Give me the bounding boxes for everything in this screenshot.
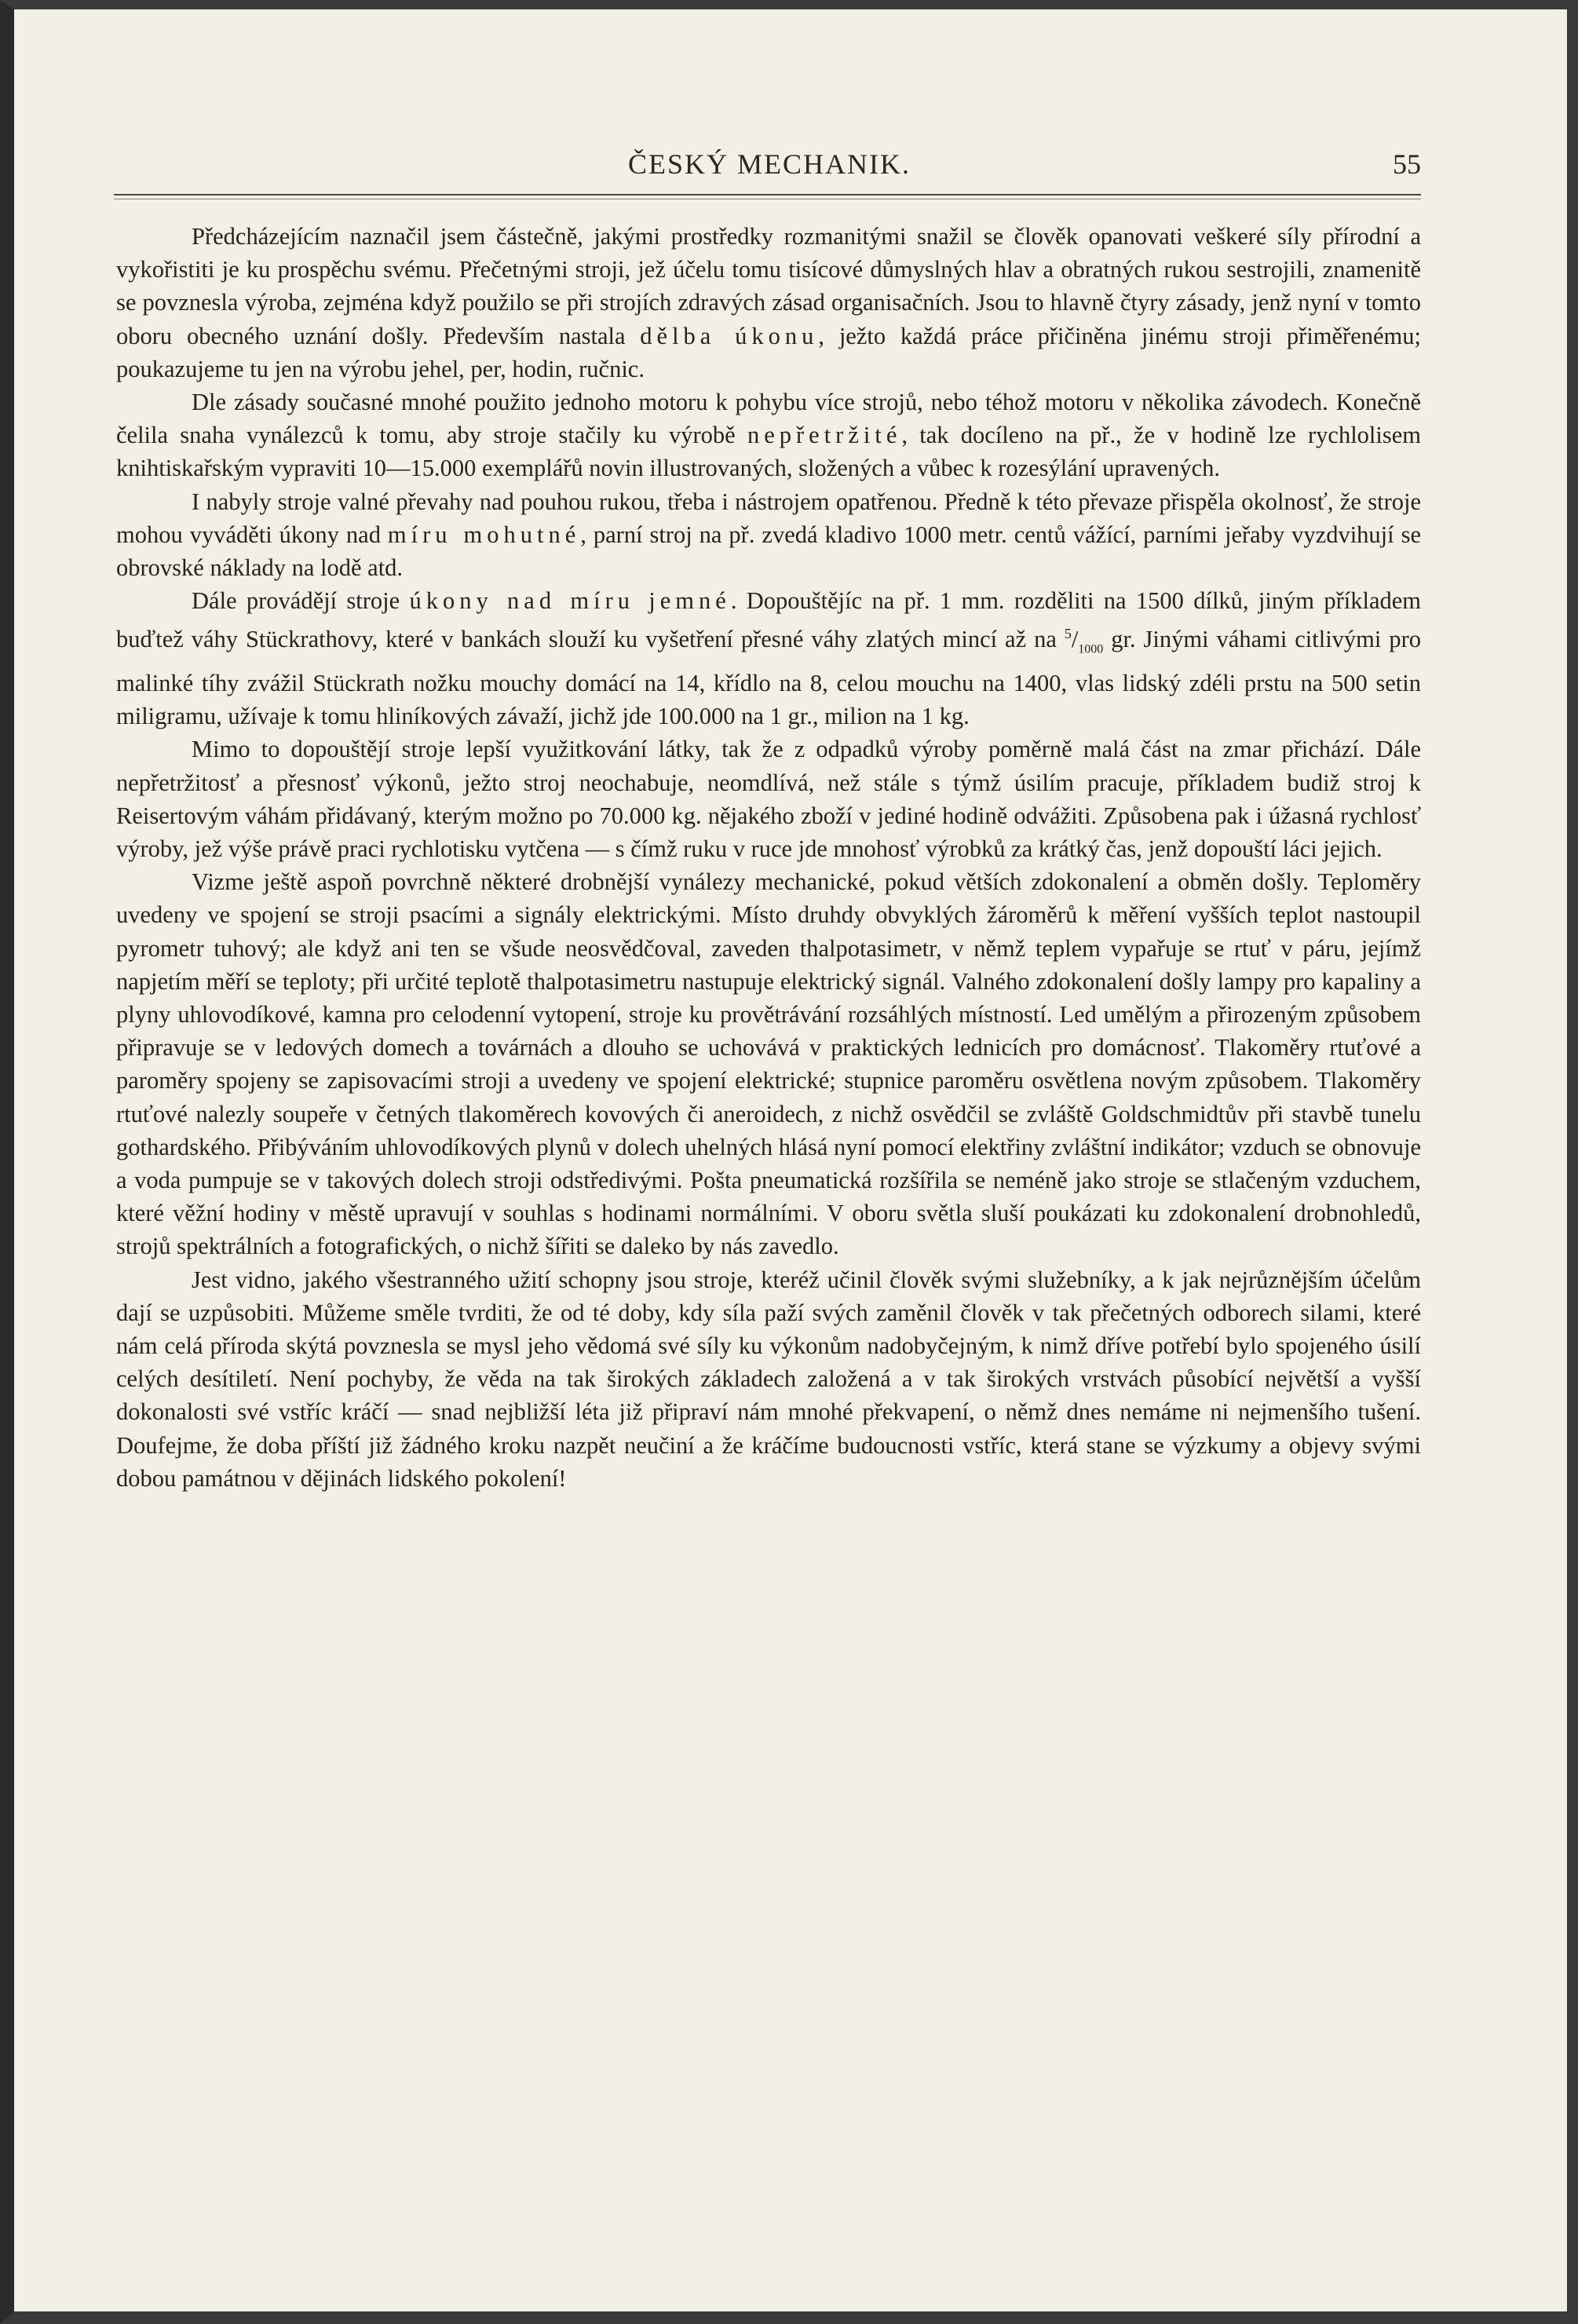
paragraph-text: Vizme ještě aspoň povrchně některé drobnější vynálezy mechanické, pokud větších zdokonalení a obměn došly. Teploměry uvedeny ve spojení se stroji psacími a signály elektrickými. Místo druhdy obvyklých žároměrů k měření vyšších teplot nastoupil pyrometr tuhový; ale když ani ten se všude neosvědčoval, zaveden thalpotasimetr, v němž teplem vypařuje se rtuť v páru, jejímž napjetím měří se teploty; při určité teplotě thalpotasimetru nastupuje elektrický signál. Valného zdokonalení došly lampy pro kapaliny a plyny uhlovodíkové, kamna pro celodenní vytopení, stroje ku provětrávání rozsáhlých místností. Led umělým a přirozeným způsobem připravuje se v ledových domech a továrnách a dlouho se uchovává v praktických lednicích pro domácnosť. Tlakoměry rtuťové a paroměry spojeny se zapisovacími stroji a uvedeny ve spojení elektrické; stupnice paroměru osvětlena novým způsobem. Tlakoměry rtuťové nalezly soupeře v četných tlakoměrech kovových či aneroidech, z nichž osvědčil se zvláště Goldschmidtův při stavbě tunelu gothardského. Přibýváním uhlovodíkových plynů v dolech uhelných hlásá nyní pomocí elektřiny zvláštní indikátor; vzduch se obnovuje a voda pumpuje se v takových dolech stroji odstředivými. Pošta pneumatická rozšířila se neméně jako stroje se stlačeným vzduchem, které věžní hodiny v městě upravují v souhlas s hodinami normálními. V oboru světla sluší poukázati ku zdokonalení drobnohledů, strojů spektrálních a fotografických, o nichž šířiti se daleko by nás zavedlo. [116,868,1421,1260]
emphasized-text: nepřetržité [747,422,902,449]
emphasized-text: dělba úkonu [640,322,819,349]
page-number: 55 [1393,148,1421,180]
paragraph-text: , parní stroj na př. zvedá kladivo 1000 metr. centů vážící, parními jeřaby vyzdvihují se obrovské náklady na lodě atd. [116,521,1421,582]
paragraph-text: Dále provádějí stroje [192,587,410,615]
paragraph [116,386,1421,485]
paragraph-text: Mimo to dopouštějí stroje lepší využitkování látky, tak že z odpadků výroby poměrně malá část na zmar přichází. Dále nepřetržitosť a přesnosť výkonů, ježto stroj neochabuje, neomdlívá, než stále s týmž úsilím pracuje, příkladem budiž stroj k Reisertovým váhám přidávaný, kterým možno po 70.000 kg. nějakého zboží v jediné hodině odvážiti. Způsobena pak i úžasná rychlosť výroby, jež výše právě praci rychlotisku vytčena — s čímž ruku v ruce jde mnohosť výrobků za krátký čas, jenž dopouští láci jejich. [116,736,1421,862]
journal-title: ČESKÝ MECHANIK. [627,148,911,180]
emphasized-text: míru mohutné [387,521,581,548]
emphasized-text: úkony nad míru jemné [409,587,731,615]
running-header [118,148,1421,187]
paragraph [116,733,1421,865]
article-body [116,220,1421,1495]
paragraph-text: I nabyly stroje valné převahy nad pouhou rukou, třeba i nástrojem opatřenou. Předně k této převaze přispěla okolnosť, že stroje mohou vyváděti úkony nad [116,488,1421,548]
paragraph-text: Dle zásady současné mnohé použito jednoho motoru k pohybu více strojů, nebo téhož motoru v několika závodech. Konečně čelila snaha vynálezců k tomu, aby stroje stačily ku výrobě [116,389,1421,449]
paragraph [116,865,1421,1262]
paragraph-text: , tak docíleno na př., že v hodině lze rychlolisem knihtiskařským vypraviti 10—15.000 exemplářů novin illustrovaných, složených a vůbec k rozesýlání upravených. [116,422,1421,482]
paragraph [116,485,1421,585]
paragraph-text: 5 [1064,626,1072,642]
paragraph-text: 1000 [1078,642,1104,656]
paragraph-text: / [1071,626,1079,653]
paragraph [116,1263,1421,1495]
paragraph-text: Jest vidno, jakého všestranného užití schopny jsou stroje, kteréž učinil člověk svými služebníky, a k jak nejrůznějším účelům dají se uzpůsobiti. Můžeme směle tvrditi, že od té doby, kdy síla paží svých zaměnil člověk v tak přečetných odborech silami, které nám celá příroda skýtá povznesla se mysl jeho vědomá své síly ku výkonům nadobyčejným, k nimž dříve potřebí bylo spojeného úsilí celých desítiletí. Není pochyby, že věda na tak širokých základech založená a v tak širokých vrstvách působící největší a vyšší dokonalosti své vstříc kráčí — snad nejbližší léta již připraví nám mnohé překvapení, o němž dnes nemáme ni nejmenšího tušení. Doufejme, že doba příští již žádného kroku nazpět neučiní a že kráčíme budoucnosti vstříc, která stane se výzkumy a objevy svými dobou památnou v dějinách lidského pokolení! [116,1266,1421,1492]
header-rule [114,194,1421,195]
paragraph-text: , ježto každá práce přičiněna jinému stroji přiměřenému; poukazujeme tu jen na výrobu jehel, per, hodin, ručnic. [116,322,1421,382]
paragraph-text: Předcházejícím naznačil jsem částečně, jakými prostředky rozmanitými snažil se člověk opanovati veškeré síly přírodní a vykořistiti je ku prospěchu svému. Přečetnými stroji, jež účelu tomu tisícové důmyslných hlav a obratných rukou sestrojili, znamenitě se povznesla výroba, zejména když použilo se při strojích zdravých zásad organisačních. Jsou to hlavně čtyry zásady, jenž nyní v tomto oboru obecného uznání došly. Především nastala [116,223,1421,349]
paragraph-text: gr. Jinými váhami citlivými pro malinké tíhy zvážil Stückrath nožku mouchy domácí na 14, křídlo na 8, celou mouchu na 1400, vlas lidský zdéli prstu na 500 setin miligramu, užívaje k tomu hliníkových závaží, jichž jde 100.000 na 1 gr., milion na 1 kg. [116,626,1421,730]
paragraph [116,220,1421,386]
paragraph-text: . Dopouštějíc na př. 1 mm. rozděliti na 1500 dílků, jiným příkladem buďtež váhy Stückrathovy, které v bankách slouží ku vyšetření přesné váhy zlatých mincí až na [116,587,1421,653]
paragraph [116,584,1421,733]
